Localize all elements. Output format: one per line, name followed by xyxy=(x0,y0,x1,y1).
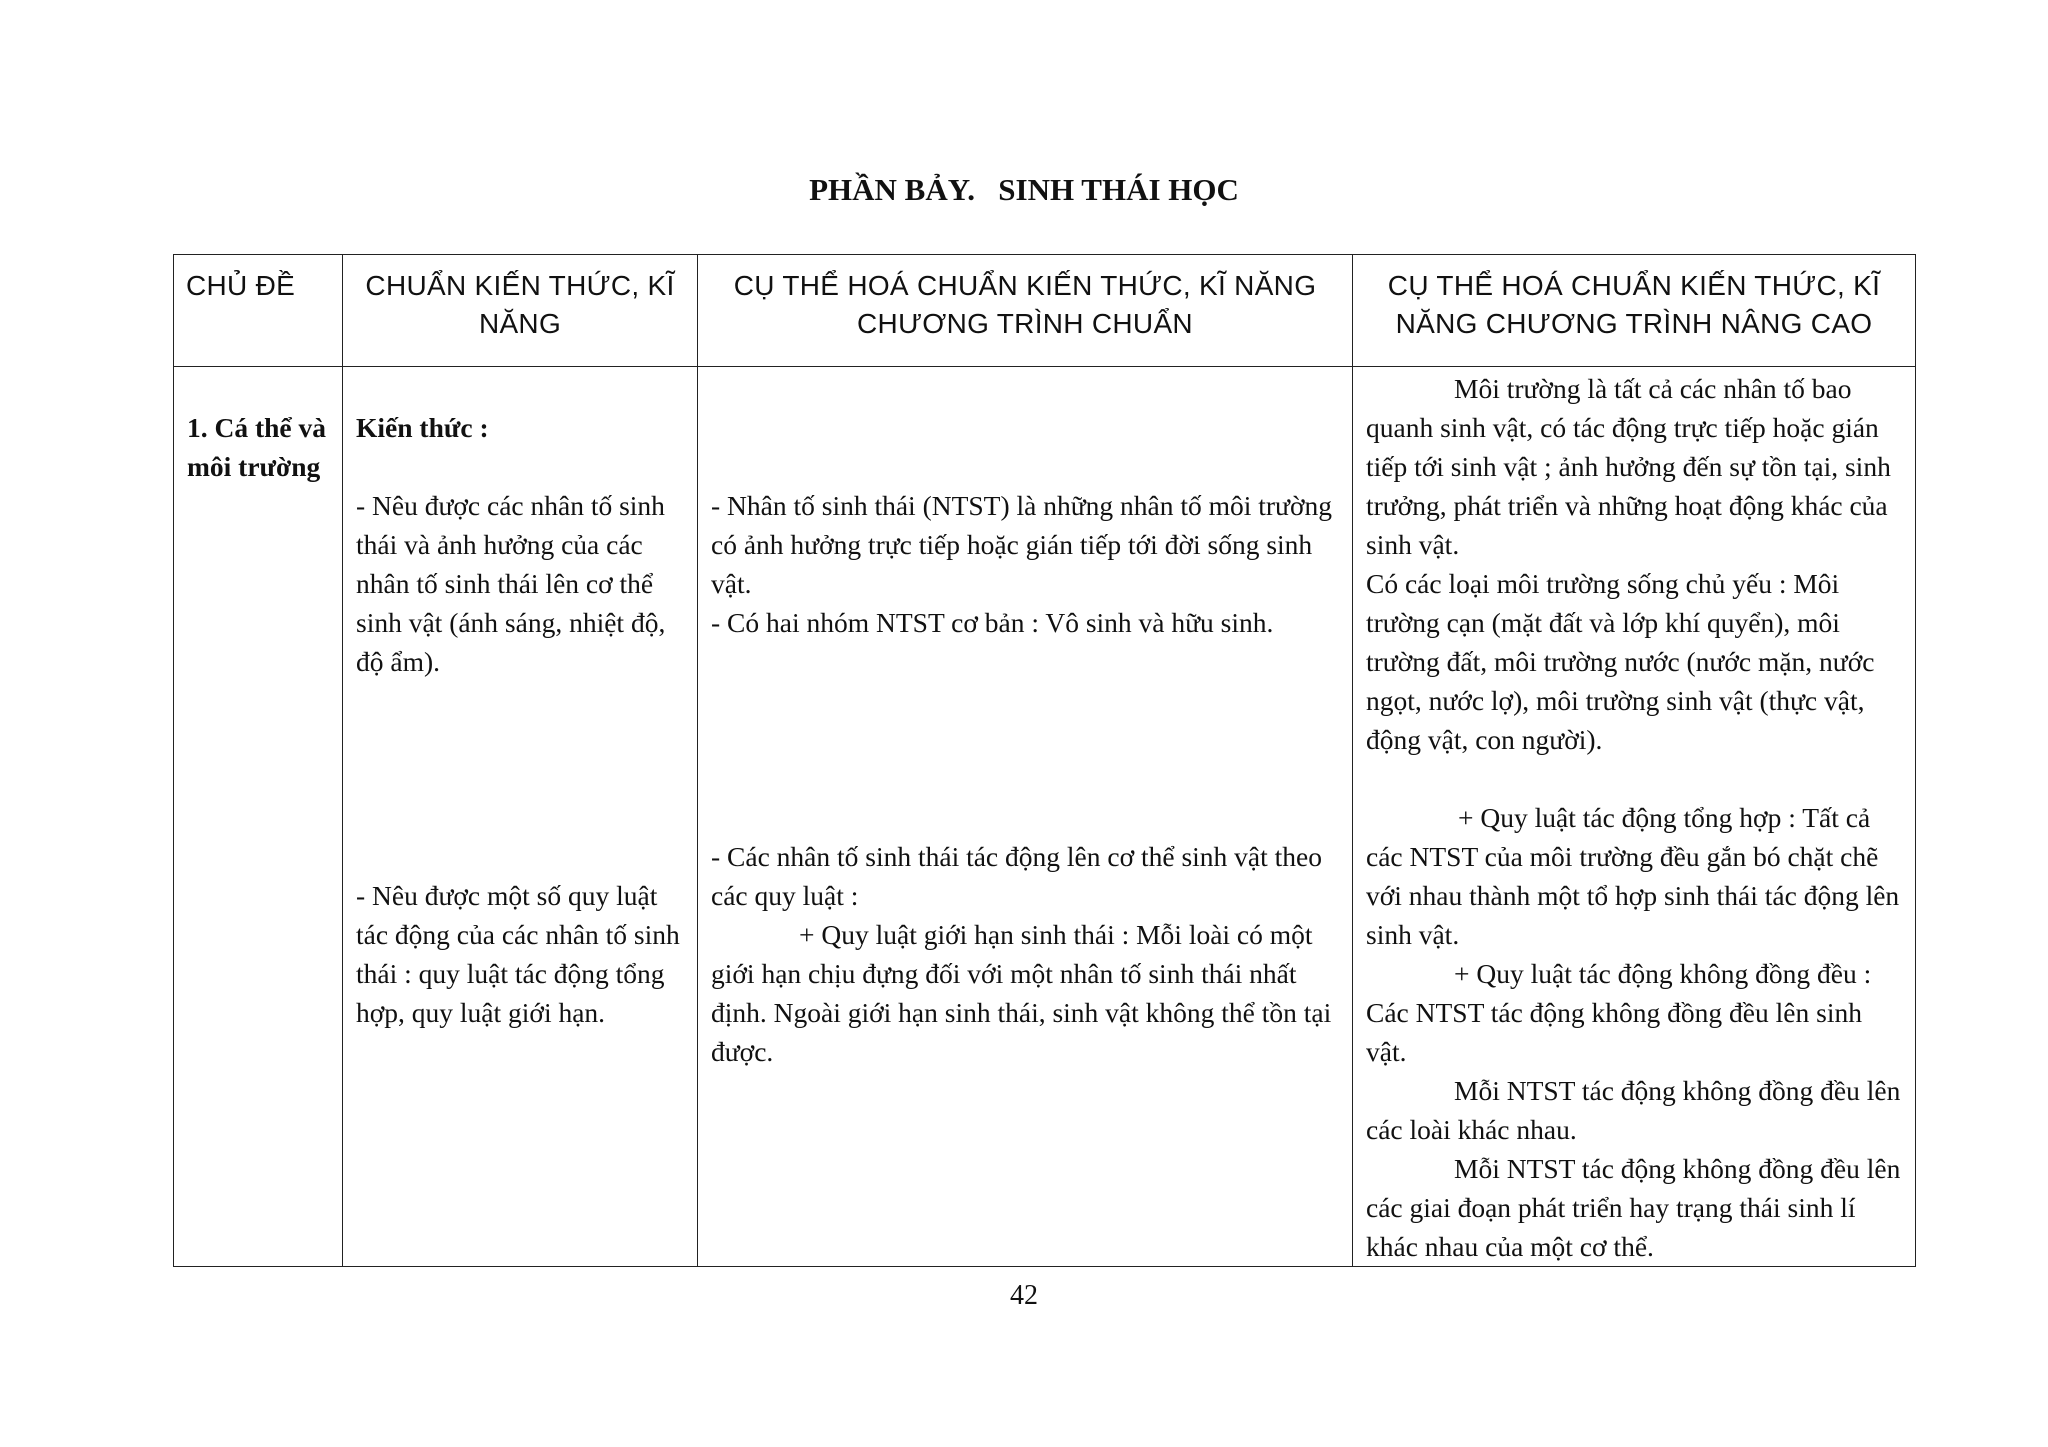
standard-item-2: - Nêu được một số quy luật tác động của các nhân tố sinh thái : quy luật tác động tổng hợp, quy luật giới hạn. xyxy=(356,880,680,1028)
page-number: 42 xyxy=(1010,1280,1038,1311)
basic-paragraph-1: - Nhân tố sinh thái (NTST) là những nhân tố môi trường có ảnh hưởng trực tiếp hoặc gián tiếp tới đời sống sinh vật. xyxy=(711,490,1333,599)
standards-table xyxy=(173,254,1916,1267)
advanced-program-cell xyxy=(1353,367,1916,1267)
knowledge-heading: Kiến thức : xyxy=(356,412,489,443)
topic-cell xyxy=(174,367,343,1267)
advanced-paragraph-2: Có các loại môi trường sống chủ yếu : Môi trường cạn (mặt đất và lớp khí quyển), môi trường đất, môi trường nước (nước mặn, nước ngọt, nước lợ), môi trường sinh vật (thực vật, động vật, con người). xyxy=(1366,568,1875,755)
advanced-paragraph-3: + Quy luật tác động tổng hợp : Tất cả các NTST của môi trường đều gắn bó chặt chẽ với nhau thành một tổ hợp sinh thái tác động lên sinh vật. xyxy=(1366,802,1900,950)
table-row xyxy=(174,367,1916,1267)
topic-label: 1. Cá thể và môi trường xyxy=(187,412,327,482)
header-row xyxy=(174,255,1916,367)
basic-paragraph-2: - Có hai nhóm NTST cơ bản : Vô sinh và hữu sinh. xyxy=(711,607,1274,638)
advanced-paragraph-6: Mỗi NTST tác động không đồng đều lên các giai đoạn phát triển hay trạng thái sinh lí khác nhau của một cơ thể. xyxy=(1366,1153,1901,1262)
header-topic: CHỦ ĐỀ xyxy=(174,255,343,367)
basic-paragraph-4: + Quy luật giới hạn sinh thái : Mỗi loài có một giới hạn chịu đựng đối với một nhân tố sinh thái nhất định. Ngoài giới hạn sinh thái, sinh vật không thể tồn tại được. xyxy=(711,919,1332,1067)
header-standard: CHUẨN KIẾN THỨC, KĨ NĂNG xyxy=(343,255,698,367)
advanced-paragraph-5: Mỗi NTST tác động không đồng đều lên các loài khác nhau. xyxy=(1366,1075,1901,1145)
page-title: PHẦN BẢY. SINH THÁI HỌC xyxy=(809,172,1239,207)
basic-program-cell xyxy=(698,367,1353,1267)
advanced-paragraph-4: + Quy luật tác động không đồng đều : Các NTST tác động không đồng đều lên sinh vật. xyxy=(1366,958,1872,1067)
header-advanced-program: CỤ THỂ HOÁ CHUẨN KIẾN THỨC, KĨ NĂNG CHƯƠNG TRÌNH NÂNG CAO xyxy=(1353,255,1916,367)
advanced-paragraph-1: Môi trường là tất cả các nhân tố bao quanh sinh vật, có tác động trực tiếp hoặc gián tiếp tới sinh vật ; ảnh hưởng đến sự tồn tại, sinh trưởng, phát triển và những hoạt động khác của sinh vật. xyxy=(1366,373,1891,560)
header-basic-program: CỤ THỂ HOÁ CHUẨN KIẾN THỨC, KĨ NĂNG CHƯƠNG TRÌNH CHUẨN xyxy=(698,255,1353,367)
basic-paragraph-3: - Các nhân tố sinh thái tác động lên cơ thể sinh vật theo các quy luật : xyxy=(711,841,1322,911)
standard-cell xyxy=(343,367,698,1267)
standard-item-1: - Nêu được các nhân tố sinh thái và ảnh hưởng của các nhân tố sinh thái lên cơ thể sinh vật (ánh sáng, nhiệt độ, độ ẩm). xyxy=(356,490,666,677)
